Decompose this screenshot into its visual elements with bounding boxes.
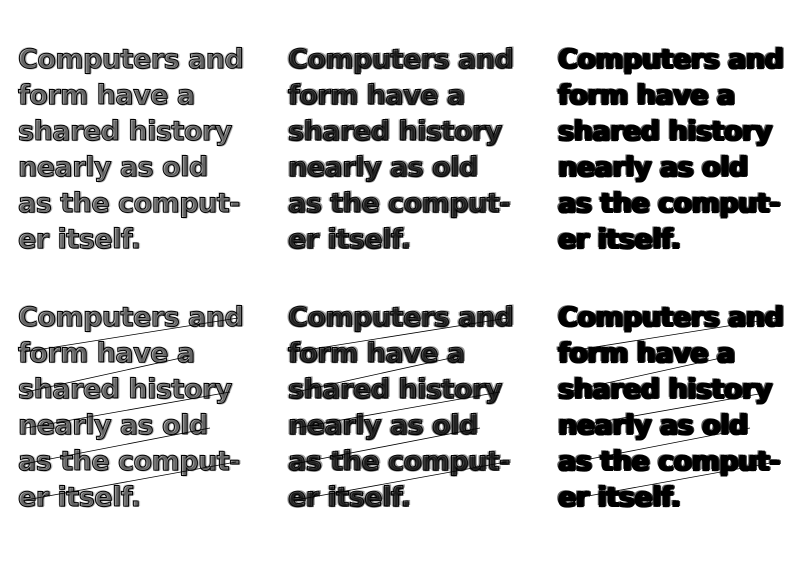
text-line: Computers and [18, 302, 244, 333]
text-line: nearly as old [18, 152, 208, 183]
text-panel-bottom-middle [288, 300, 528, 516]
text-panel-top-middle [288, 42, 528, 258]
text-line: nearly as old [288, 152, 478, 183]
text-line: er itself. [18, 224, 141, 255]
text-line: Computers and [18, 44, 244, 75]
text-line: er itself. [558, 482, 681, 513]
text-panel-bottom-left [18, 300, 258, 516]
text-line: er itself. [18, 482, 141, 513]
text-panel-top-right [558, 42, 798, 258]
text-line: shared history [558, 116, 772, 147]
text-line: er itself. [558, 224, 681, 255]
text-line: as the comput- [558, 446, 780, 477]
text-line: Computers and [288, 44, 514, 75]
text-line: nearly as old [288, 410, 478, 441]
text-line: form have a [18, 338, 195, 369]
text-line: shared history [18, 374, 232, 405]
text-line: as the comput- [558, 188, 780, 219]
text-line: Computers and [558, 302, 784, 333]
text-panel-top-left [18, 42, 258, 258]
text-line: as the comput- [288, 188, 510, 219]
text-line: shared history [18, 116, 232, 147]
text-line: shared history [288, 374, 502, 405]
text-line: as the comput- [18, 188, 240, 219]
text-line: as the comput- [18, 446, 240, 477]
text-line: shared history [558, 374, 772, 405]
text-line: nearly as old [18, 410, 208, 441]
text-line: form have a [558, 338, 735, 369]
text-line: nearly as old [558, 152, 748, 183]
text-line: shared history [288, 116, 502, 147]
text-line: Computers and [288, 302, 514, 333]
text-line: form have a [18, 80, 195, 111]
text-line: form have a [288, 338, 465, 369]
text-line: form have a [288, 80, 465, 111]
text-line: er itself. [288, 482, 411, 513]
text-line: nearly as old [558, 410, 748, 441]
text-line: form have a [558, 80, 735, 111]
text-line: er itself. [288, 224, 411, 255]
text-panel-bottom-right [558, 300, 798, 516]
text-line: as the comput- [288, 446, 510, 477]
text-line: Computers and [558, 44, 784, 75]
